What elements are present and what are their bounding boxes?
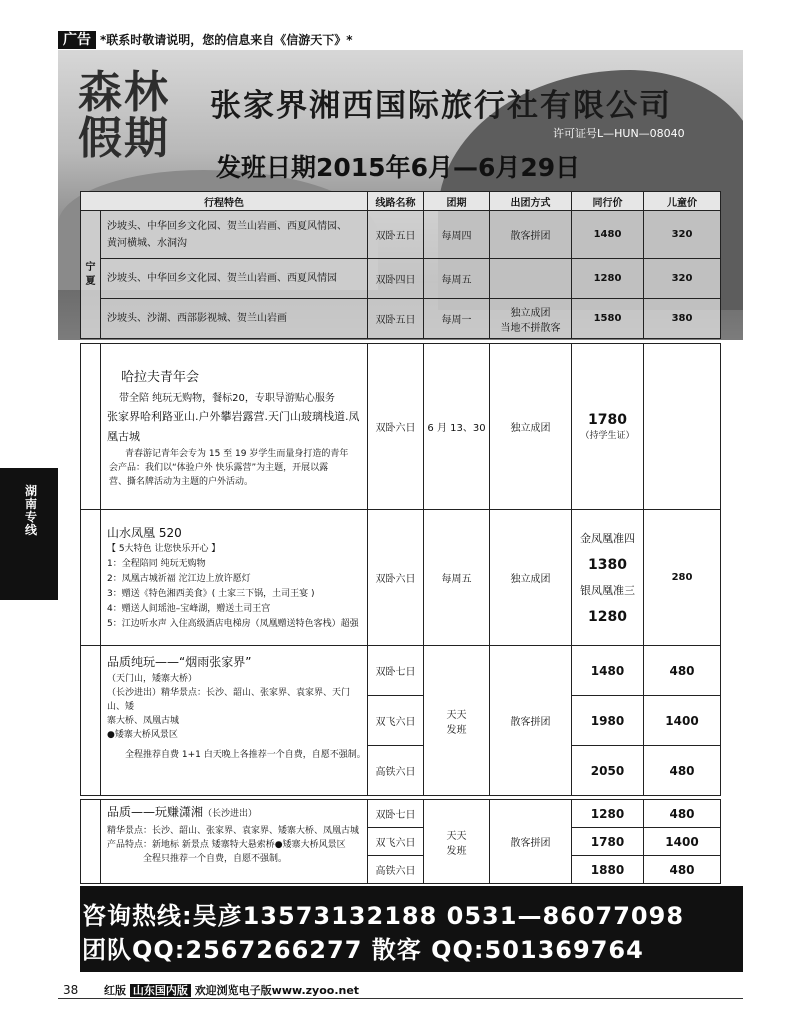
route-cell: 双卧六日 bbox=[368, 510, 424, 646]
price-cell: 1780 （持学生证） bbox=[572, 344, 644, 510]
child-price-cell: 480 bbox=[644, 800, 721, 828]
hotline: 咨询热线:吴彦13573132188 0531—86077098 bbox=[82, 902, 685, 930]
table-row bbox=[81, 646, 721, 696]
route-cell: 双卧五日 bbox=[368, 211, 424, 259]
xiaoxiang-title-line: 品质——玩赚潇湘（长沙进出） bbox=[107, 805, 258, 819]
child-price-cell: 480 bbox=[644, 856, 721, 884]
col-header-child: 儿童价 bbox=[644, 192, 721, 211]
company-name: 张家界湘西国际旅行社有限公司 bbox=[210, 88, 672, 124]
table-row bbox=[81, 259, 721, 299]
route-cell: 双飞六日 bbox=[368, 696, 424, 746]
page-number: 38 bbox=[63, 983, 79, 997]
qq-contacts: 团队QQ:2567266277 散客 QQ:501369764 bbox=[82, 936, 644, 964]
col-header-period: 团期 bbox=[424, 192, 490, 211]
edition-line bbox=[104, 982, 359, 998]
edition-red: 红版 bbox=[104, 984, 126, 997]
bottom-divider bbox=[58, 998, 743, 999]
price-cell: 1480 bbox=[572, 646, 644, 696]
route-cell: 双卧五日 bbox=[368, 299, 424, 339]
edition-website: 欢迎浏览电子版www.zyoo.net bbox=[194, 984, 360, 997]
child-price-cell bbox=[644, 344, 721, 510]
license-number: 许可证号L—HUN—08040 bbox=[553, 127, 685, 140]
mode-cell: 独立成团 bbox=[490, 510, 572, 646]
col-header-mode: 出团方式 bbox=[490, 192, 572, 211]
period-cell: 每周四 bbox=[424, 211, 490, 259]
period-cell: 6 月 13、30 bbox=[424, 344, 490, 510]
forest-holiday-logo bbox=[78, 67, 170, 164]
price-cell: 1280 bbox=[572, 259, 644, 299]
period-cell: 天天 发班 bbox=[424, 646, 490, 796]
table-row bbox=[81, 800, 721, 828]
col-header-feature: 行程特色 bbox=[81, 192, 368, 211]
ad-tag: 广告 bbox=[58, 31, 96, 49]
route-cell: 双飞六日 bbox=[368, 828, 424, 856]
child-price-cell: 280 bbox=[644, 510, 721, 646]
feature-cell: 品质纯玩——“烟雨张家界” （天门山，矮寨大桥） （长沙进出）精华景点：长沙、韶山、张家界、袁家界、天门山、矮 寨大桥、凤凰古城 ●矮寨大桥风景区 全程推荐自费 1+1 白天晚上各推荐一个自费，自愿不强制。 bbox=[101, 646, 368, 796]
mode-cell: 散客拼团 bbox=[490, 646, 572, 796]
price-cell: 1880 bbox=[572, 856, 644, 884]
child-price-cell: 320 bbox=[644, 211, 721, 259]
ad-source-note: *联系时敬请说明，您的信息来自《信游天下》* bbox=[100, 33, 353, 47]
departure-dates: 发班日期2015年6月—6月29日 bbox=[216, 153, 581, 182]
yanyu-title: 品质纯玩——“烟雨张家界” bbox=[107, 655, 252, 669]
table-row bbox=[81, 299, 721, 339]
period-cell: 每周五 bbox=[424, 259, 490, 299]
halafu-title: 哈拉夫青年会 bbox=[121, 369, 200, 385]
feature-cell: 沙坡头、中华回乡文化园、贺兰山岩画、西夏风情园 bbox=[101, 259, 368, 299]
mode-cell: 散客拼团 bbox=[490, 211, 572, 259]
route-cell: 双卧四日 bbox=[368, 259, 424, 299]
price-cell: 1580 bbox=[572, 299, 644, 339]
mode-cell: 独立成团 bbox=[490, 344, 572, 510]
feature-cell: 哈拉夫青年会 带全陪 纯玩无购物，餐标20，专职导游贴心服务 张家界哈利路亚山.户外攀岩露营.天门山玻璃栈道.凤 凰古城 青春游记青年会专为 15 至 19 岁学生而量身打造的青年 会产品：我们以“体验户外 快乐露营”为主题，开展以露 营、撕名牌活动为主题的户外活动。 bbox=[101, 344, 368, 510]
side-section-label: 湖南专线 bbox=[24, 484, 37, 537]
price-cell: 1280 bbox=[572, 800, 644, 828]
route-cell: 高铁六日 bbox=[368, 856, 424, 884]
mode-cell: 散客拼团 bbox=[490, 800, 572, 884]
route-cell: 高铁六日 bbox=[368, 746, 424, 796]
route-cell: 双卧六日 bbox=[368, 344, 424, 510]
mode-cell bbox=[490, 259, 572, 299]
table-header-row bbox=[81, 192, 721, 211]
period-cell: 每周五 bbox=[424, 510, 490, 646]
child-price-cell: 1400 bbox=[644, 696, 721, 746]
child-price-cell: 480 bbox=[644, 746, 721, 796]
route-cell: 双卧七日 bbox=[368, 800, 424, 828]
route-cell: 双卧七日 bbox=[368, 646, 424, 696]
period-cell: 天天 发班 bbox=[424, 800, 490, 884]
col-header-route: 线路名称 bbox=[368, 192, 424, 211]
logo-line-2: 假期 bbox=[78, 113, 170, 164]
price-cell: 金凤凰准四 1380 银凤凰准三 1280 bbox=[572, 510, 644, 646]
itinerary-table bbox=[80, 191, 721, 884]
logo-line-1: 森林 bbox=[78, 67, 170, 118]
price-cell: 1980 bbox=[572, 696, 644, 746]
feature-cell: 沙坡头、沙湖、西部影视城、贺兰山岩画 bbox=[101, 299, 368, 339]
feature-cell: 山水凤凰 520 【 5大特色 让您快乐开心 】 1：全程陪同 纯玩无购物 2：凤凰古城祈福 沱江边上放许愿灯 3：赠送《特色湘西美食》( 土家三下锅，土司王宴 ) 4：赠送人间瑶池–宝峰湖，赠送土司王宫 5：江边听水声 入住高级酒店电梯房（凤凰赠送特色客栈）超强 bbox=[101, 510, 368, 646]
child-price-cell: 1400 bbox=[644, 828, 721, 856]
price-cell: 1480 bbox=[572, 211, 644, 259]
feature-cell: 品质——玩赚潇湘（长沙进出） 精华景点：长沙、韶山、张家界、袁家界、矮寨大桥、凤凰古城 产品特点：新地标 新景点 矮寨特大悬索桥●矮寨大桥风景区 全程只推荐一个自费，自愿不强制。 bbox=[101, 800, 368, 884]
price-cell: 1780 bbox=[572, 828, 644, 856]
region-label: 宁夏 bbox=[81, 211, 101, 339]
fenghuang-title: 山水凤凰 520 bbox=[107, 525, 182, 540]
table-row bbox=[81, 344, 721, 510]
table-row bbox=[81, 510, 721, 646]
mode-cell: 独立成团 当地不拼散客 bbox=[490, 299, 572, 339]
child-price-cell: 480 bbox=[644, 646, 721, 696]
col-header-price: 同行价 bbox=[572, 192, 644, 211]
child-price-cell: 380 bbox=[644, 299, 721, 339]
child-price-cell: 320 bbox=[644, 259, 721, 299]
edition-box: 山东国内版 bbox=[130, 984, 191, 997]
feature-cell: 沙坡头、中华回乡文化园、贺兰山岩画、西夏风情园、 黄河横城、水洞沟 bbox=[101, 211, 368, 259]
table-row bbox=[81, 211, 721, 259]
price-cell: 2050 bbox=[572, 746, 644, 796]
period-cell: 每周一 bbox=[424, 299, 490, 339]
